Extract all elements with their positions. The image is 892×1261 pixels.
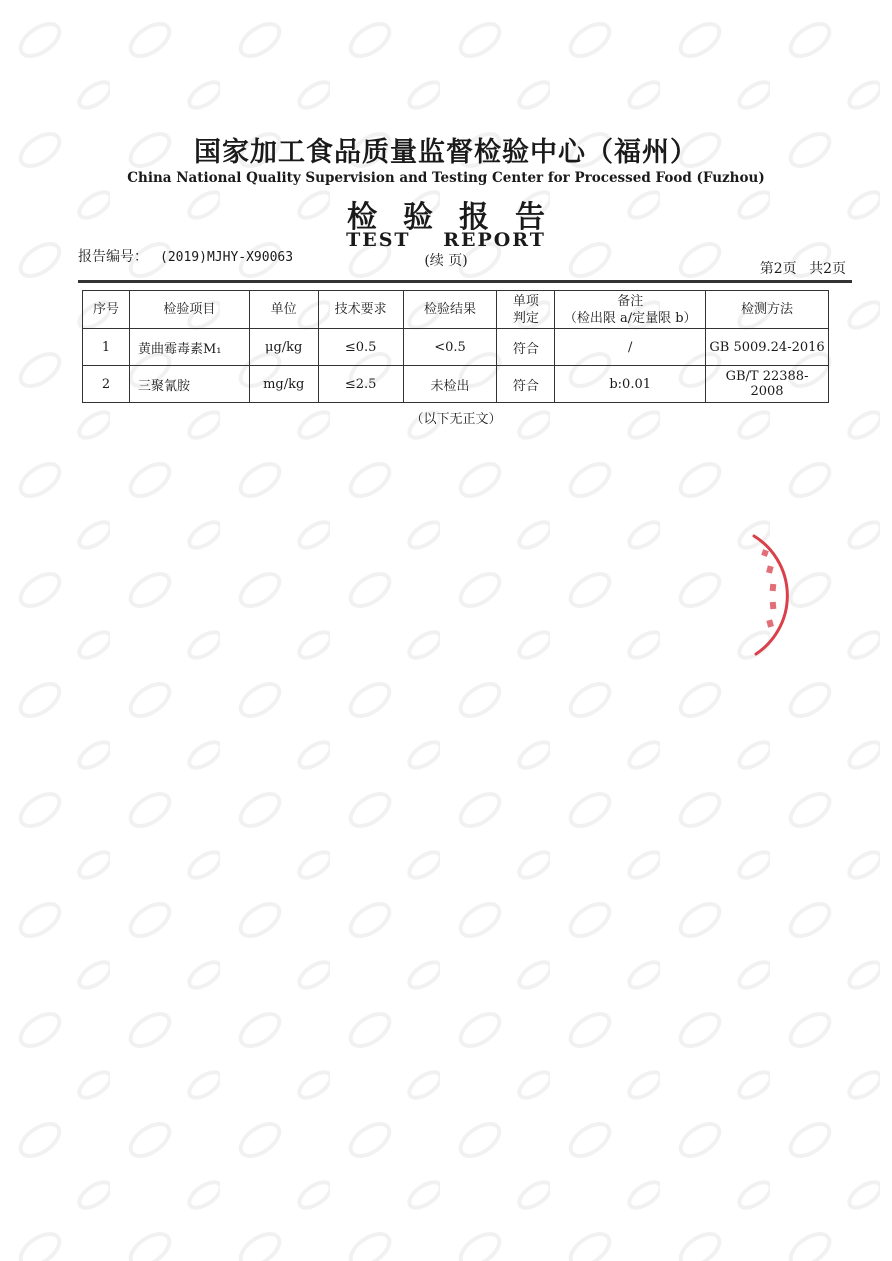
header-item: 检验项目 — [129, 291, 249, 329]
cell-unit: μg/kg — [249, 329, 318, 366]
cell-seq: 1 — [83, 329, 130, 366]
cell-method: GB/T 22388-2008 — [706, 366, 829, 403]
cell-result: <0.5 — [403, 329, 497, 366]
cell-seq: 2 — [83, 366, 130, 403]
cell-method: GB 5009.24-2016 — [706, 329, 829, 366]
header-method: 检测方法 — [706, 291, 829, 329]
results-table — [82, 290, 829, 403]
table-row — [83, 366, 829, 403]
report-title-cn: 检验报告 — [347, 200, 571, 235]
table-header-row — [83, 291, 829, 329]
header-seq: 序号 — [83, 291, 130, 329]
header-remark — [555, 291, 706, 329]
cell-requirement: ≤2.5 — [318, 366, 403, 403]
cell-item: 黄曲霉毒素M₁ — [129, 329, 249, 366]
header-verdict-line2: 判定 — [512, 310, 539, 326]
report-number-label: 报告编号： — [78, 249, 148, 265]
header-divider — [78, 280, 852, 283]
report-title-en: TEST REPORT — [346, 229, 546, 251]
end-of-text-note: （以下无正文） — [410, 412, 502, 427]
center-name-en: China National Quality Supervision and Testing Center for Processed Food (Fuzhou) — [127, 170, 765, 186]
header-verdict-line1: 单项 — [512, 293, 539, 309]
header-unit: 单位 — [249, 291, 318, 329]
table-row — [83, 329, 829, 366]
cell-unit: mg/kg — [249, 366, 318, 403]
header-verdict — [497, 291, 555, 329]
official-seal-icon — [740, 532, 800, 658]
center-name-cn: 国家加工食品质量监督检验中心（福州） — [194, 137, 698, 168]
report-number-value: (2019)MJHY-X90063 — [160, 250, 294, 265]
header-requirement: 技术要求 — [318, 291, 403, 329]
header-result: 检验结果 — [403, 291, 497, 329]
cell-item: 三聚氰胺 — [129, 366, 249, 403]
page-indicator: 第2页 共2页 — [759, 261, 846, 277]
cell-result: 未检出 — [403, 366, 497, 403]
cell-remark: b:0.01 — [555, 366, 706, 403]
cell-verdict: 符合 — [497, 366, 555, 403]
cell-verdict: 符合 — [497, 329, 555, 366]
header-remark-line1: 备注 — [617, 293, 644, 309]
continued-label: (续 页) — [424, 253, 468, 269]
header-remark-line2: （检出限 a/定量限 b） — [563, 310, 697, 326]
cell-requirement: ≤0.5 — [318, 329, 403, 366]
cell-remark: / — [555, 329, 706, 366]
